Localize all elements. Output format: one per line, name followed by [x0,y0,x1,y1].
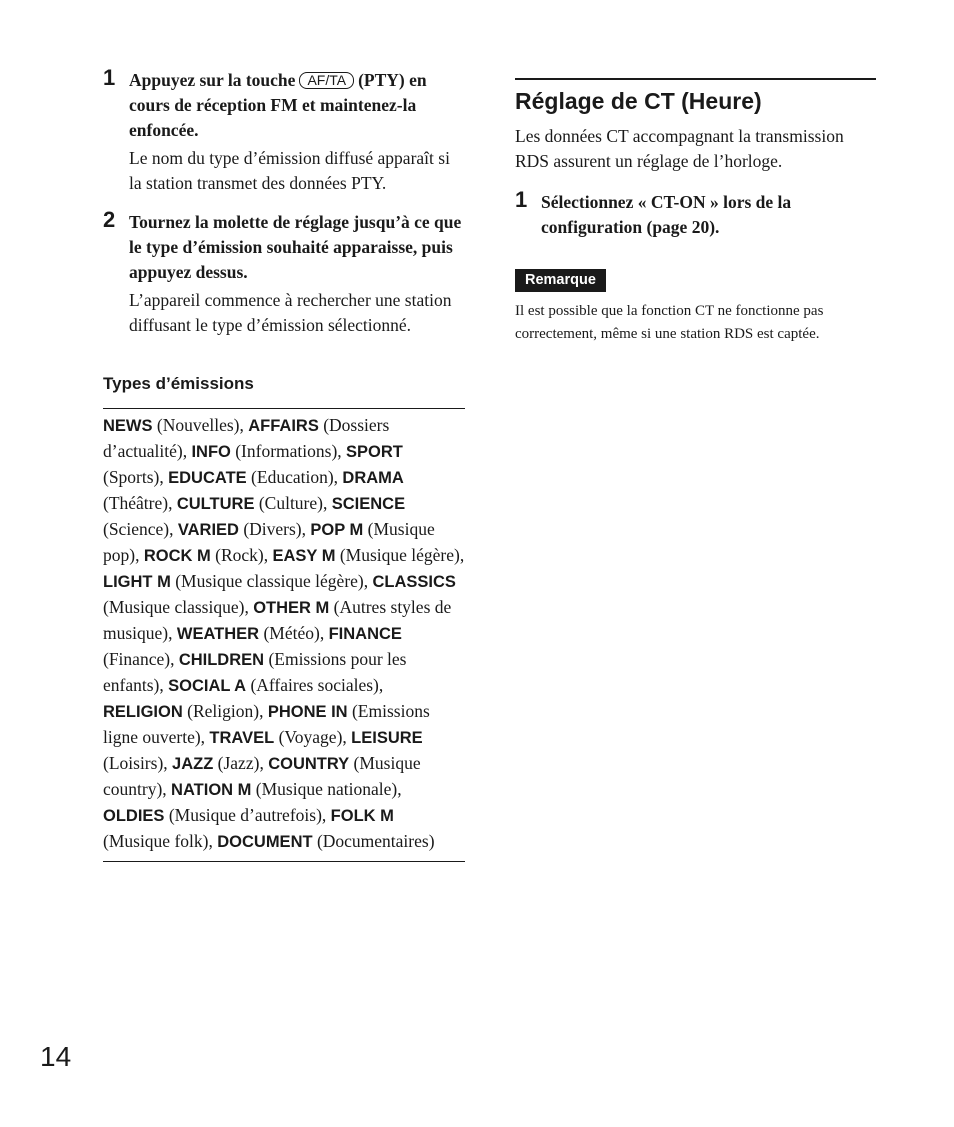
program-type-code: LIGHT M [103,573,171,591]
note-block [515,269,876,346]
af-ta-key-icon: AF/TA [299,72,354,89]
program-type-desc: (Dossiers d’actualité) [103,415,390,461]
page-number: 14 [40,1041,72,1072]
program-type-desc: (Finance) [103,649,171,669]
left-column [103,65,465,862]
step-1-pty [103,65,465,196]
program-type-desc: (Documentaires) [316,831,435,851]
intro-paragraph: Les données CT accompagnant la transmission RDS assurent un réglage de l’horloge. [515,126,844,171]
program-type-desc: (Musique d’autrefois) [168,805,322,825]
right-column [515,78,876,346]
program-type-code: EASY M [272,547,336,565]
program-type-code: DRAMA [342,469,404,487]
program-type-code: FOLK M [330,807,394,825]
program-type-desc: (Culture) [258,493,323,513]
program-type-code: DOCUMENT [217,833,313,851]
step-title-part2: (PTY) en cours de réception FM et maintenez-la enfoncée. [129,70,427,140]
program-type-code: ROCK M [143,547,211,565]
types-heading: Types d’émissions [103,374,254,393]
program-type-desc: (Affaires sociales) [250,675,379,695]
program-type-code: NEWS [103,417,153,435]
program-type-desc: (Rock) [215,545,264,565]
step-title: Sélectionnez « CT-ON » lors de la configuration (page 20). [541,192,792,237]
program-type-desc: (Musique pop) [103,519,435,565]
program-type-desc: (Loisirs) [103,753,164,773]
step-number: 2 [103,207,116,232]
program-types-list: NEWS (Nouvelles), AFFAIRS (Dossiers d’actualité), INFO (Informations), SPORT (Sports), EDUCATE (Education), DRAMA (Théâtre), CULTURE (Culture), SCIENCE (Science), VARIED (Divers), POP M (Musique pop), ROCK M (Rock), EASY M (Musique légère), LIGHT M (Musique classique légère), CLASSICS (Musique classique), OTHER M (Autres styles de musique), WEATHER (Météo), FINANCE (Finance), CHILDREN (Emissions pour les enfants), SOCIAL A (Affaires sociales), RELIGION (Religion), PHONE IN (Emissions ligne ouverte), TRAVEL (Voyage), LEISURE (Loisirs), JAZZ (Jazz), COUNTRY (Musique country), NATION M (Musique nationale), OLDIES (Musique d’autrefois), FOLK M (Musique folk), DOCUMENT (Documentaires) [103,408,465,862]
program-type-desc: (Musique folk) [103,831,209,851]
program-type-code: CULTURE [176,495,255,513]
program-type-code: WEATHER [176,625,260,643]
program-type-code: VARIED [177,521,239,539]
step-title [129,68,465,143]
program-type-code: COUNTRY [268,755,350,773]
program-type-code: TRAVEL [209,729,275,747]
step-body: Le nom du type d’émission diffusé apparaît si la station transmet des données PTY. [129,148,450,193]
program-type-code: CLASSICS [372,573,456,591]
program-type-code: RELIGION [103,703,183,721]
step-body: L’appareil commence à rechercher une station diffusant le type d’émission sélectionné. [129,290,452,335]
program-type-desc: (Musique nationale) [255,779,398,799]
program-type-desc: (Voyage) [278,727,343,747]
program-type-desc: (Théâtre) [103,493,169,513]
program-type-desc: (Musique légère) [339,545,460,565]
program-type-code: FINANCE [328,625,402,643]
program-type-desc: (Emissions ligne ouverte) [103,701,430,747]
program-type-code: SCIENCE [331,495,406,513]
program-type-desc: (Jazz) [217,753,260,773]
program-type-code: CHILDREN [178,651,265,669]
program-type-desc: (Autres styles de musique) [103,597,452,643]
program-type-code: AFFAIRS [248,417,319,435]
program-type-desc: (Musique classique) [103,597,245,617]
program-type-desc: (Nouvelles) [156,415,240,435]
step-title-part1: Appuyez sur la touche [129,70,296,90]
program-type-desc: (Sports) [103,467,160,487]
step-1-ct [515,187,876,240]
program-type-desc: (Religion) [187,701,260,721]
step-2-pty [103,207,465,338]
program-type-desc: (Science) [103,519,170,539]
program-type-code: SPORT [346,443,403,461]
program-type-code: LEISURE [351,729,423,747]
program-type-desc: (Emissions pour les enfants) [103,649,407,695]
program-type-code: EDUCATE [168,469,247,487]
program-type-code: SOCIAL A [168,677,247,695]
program-type-code: OTHER M [253,599,330,617]
program-type-desc: (Divers) [243,519,302,539]
program-type-desc: (Météo) [263,623,320,643]
step-title: Tournez la molette de réglage jusqu’à ce que le type d’émission souhaité apparaisse, puis appuyez dessus. [129,212,462,282]
program-type-desc: (Education) [251,467,334,487]
section-heading: Réglage de CT (Heure) [515,88,762,114]
step-number: 1 [103,65,116,90]
program-type-code: INFO [191,443,231,461]
program-type-code: JAZZ [172,755,214,773]
program-type-code: OLDIES [103,807,165,825]
note-text: Il est possible que la fonction CT ne fonctionne pas correctement, même si une station RDS est captée. [515,303,824,342]
program-type-desc: (Musique country) [103,753,421,799]
section-rule [515,78,876,80]
program-type-code: PHONE IN [267,703,348,721]
program-type-code: POP M [310,521,364,539]
program-type-code: NATION M [171,781,252,799]
note-badge: Remarque [515,269,606,292]
program-type-desc: (Musique classique légère) [175,571,364,591]
program-type-desc: (Informations) [235,441,338,461]
step-number: 1 [515,187,528,212]
